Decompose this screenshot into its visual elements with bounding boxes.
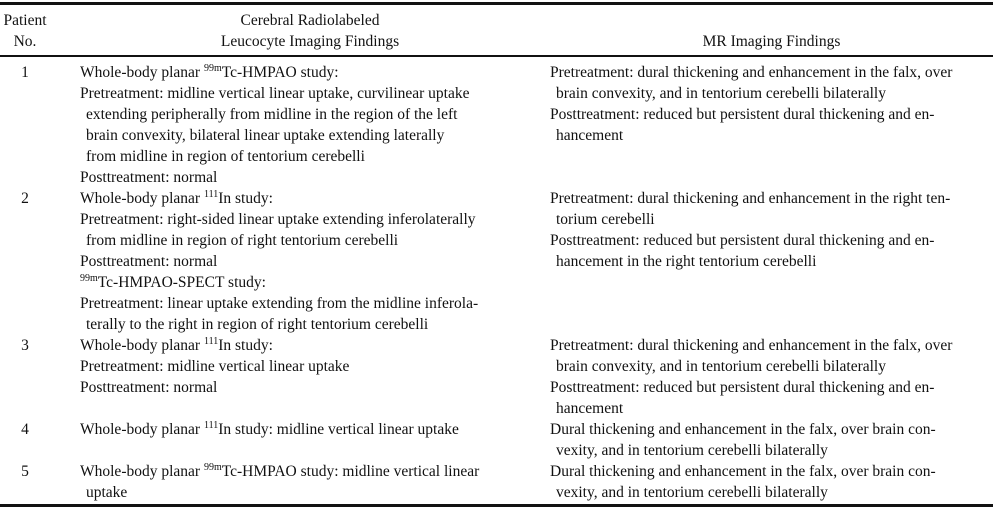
finding-line: Posttreatment: normal (80, 253, 218, 270)
finding-line: Posttreatment: reduced but persistent dural thickening and en- (550, 232, 935, 249)
patient-number: 2 (21, 190, 29, 207)
patient-number: 3 (21, 337, 29, 354)
finding-line: hancement (556, 400, 624, 417)
finding-line: Posttreatment: normal (80, 169, 218, 186)
finding-line: Dural thickening and enhancement in the falx, over brain con- (550, 463, 936, 480)
table-top-rule (0, 2, 993, 5)
study-line: Whole-body planar $^{99m}$Tc-HMPAO study: midline vertical linear (80, 462, 480, 480)
finding-line: hancement (556, 127, 624, 144)
finding-line: torium cerebelli (556, 211, 655, 228)
finding-line: Pretreatment: dural thickening and enhancement in the falx, over (550, 64, 953, 81)
table-header-rule (0, 55, 993, 57)
patient-number: 1 (21, 64, 29, 81)
finding-line: brain convexity, bilateral linear uptake extending laterally (86, 127, 445, 144)
patient-number: 4 (21, 421, 29, 438)
table-bottom-rule (0, 504, 993, 507)
finding-line: from midline in region of tentorium cerebelli (86, 148, 365, 165)
finding-line: vexity, and in tentorium cerebelli bilaterally (556, 442, 828, 459)
finding-line: Dural thickening and enhancement in the falx, over brain con- (550, 421, 936, 438)
study-line: Whole-body planar $^{99m}$Tc-HMPAO study: (80, 63, 339, 81)
finding-line: vexity, and in tentorium cerebelli bilaterally (556, 484, 828, 501)
finding-line: brain convexity, and in tentorium cerebelli bilaterally (556, 85, 886, 102)
header-patient-no: Patient No. (3, 12, 47, 50)
finding-line: Pretreatment: dural thickening and enhancement in the right ten- (550, 190, 951, 207)
finding-line: Pretreatment: right-sided linear uptake extending inferolaterally (80, 211, 476, 228)
finding-line: Pretreatment: midline vertical linear uptake, curvilinear uptake (80, 85, 470, 102)
finding-line: brain convexity, and in tentorium cerebelli bilaterally (556, 358, 886, 375)
study-line: $^{99m}$Tc-HMPAO-SPECT study: (80, 273, 266, 291)
finding-line: Posttreatment: normal (80, 379, 218, 396)
study-line: Whole-body planar $^{111}$In study: midline vertical linear uptake (80, 420, 459, 438)
finding-line: extending peripherally from midline in the region of the left (86, 106, 458, 123)
finding-line: Posttreatment: reduced but persistent dural thickening and en- (550, 379, 935, 396)
study-line: Whole-body planar $^{111}$In study: (80, 336, 273, 354)
finding-line: uptake (86, 484, 128, 501)
study-line: Whole-body planar $^{111}$In study: (80, 189, 273, 207)
finding-line: from midline in region of right tentorium cerebelli (86, 232, 399, 249)
header-mr-findings: MR Imaging Findings (702, 33, 841, 50)
header-cerebral-findings: Cerebral Radiolabeled Leucocyte Imaging Findings (220, 12, 400, 50)
finding-line: Pretreatment: linear uptake extending from the midline inferola- (80, 295, 479, 312)
finding-line: Pretreatment: midline vertical linear uptake (80, 358, 350, 375)
finding-line: hancement in the right tentorium cerebelli (556, 253, 817, 270)
finding-line: Pretreatment: dural thickening and enhancement in the falx, over (550, 337, 953, 354)
finding-line: Posttreatment: reduced but persistent dural thickening and en- (550, 106, 935, 123)
finding-line: terally to the right in region of right tentorium cerebelli (86, 316, 429, 333)
patient-number: 5 (21, 463, 29, 480)
